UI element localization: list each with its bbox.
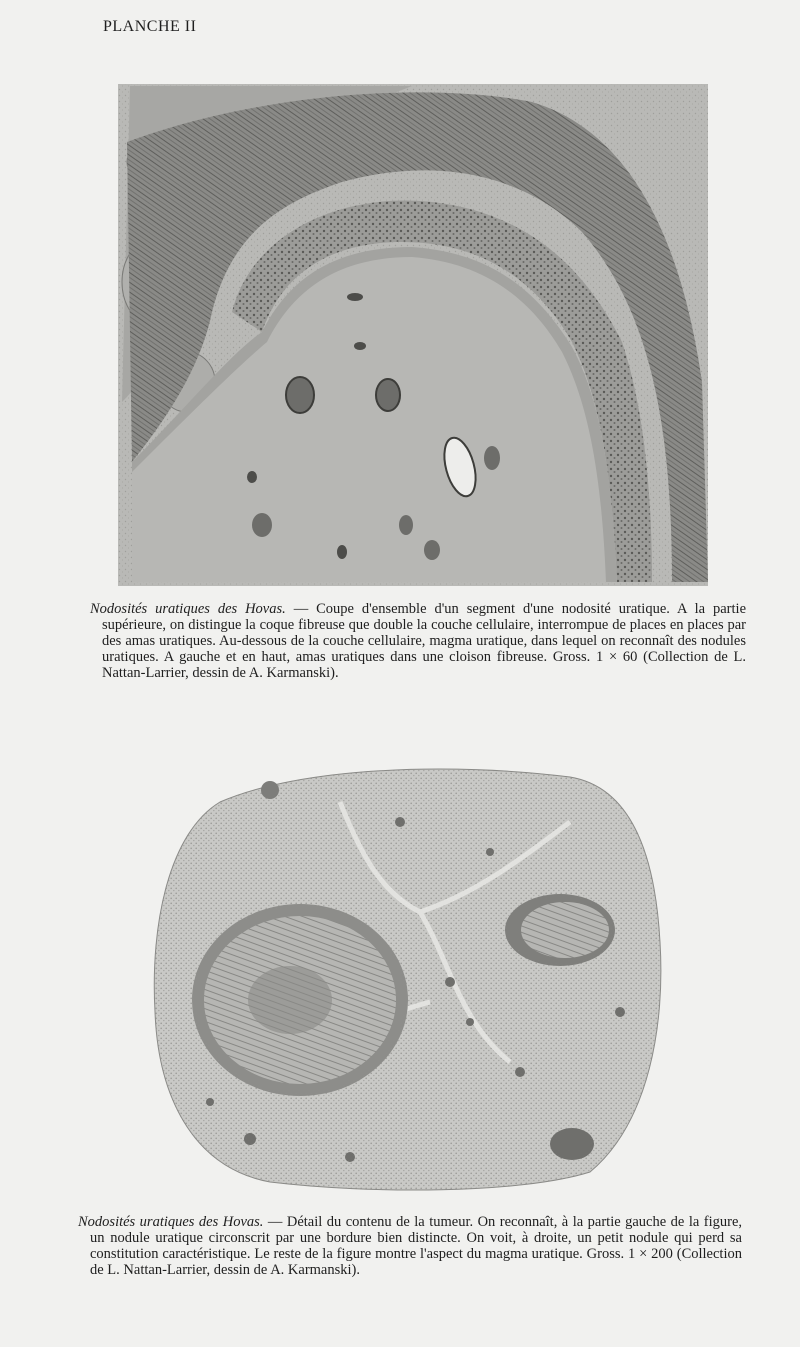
caption-body: — Coupe d'ensemble d'un segment d'une nodosité uratique. A la partie supérieure, on distingue la coque fibreuse que double la couche cellulaire, interrompue de places en places par des amas uratiques. Au-dessous de la couche cellulaire, magma uratique, dans lequel on reconnaît des nodules uratiques. A gauche et en haut, amas uratiques dans une cloison fibreuse. Gross. 1 × 60 (Collection de L. Nattan-Larrier, dessin de A. Karmanski). xyxy=(102,601,747,681)
plate-title: PLANCHE II xyxy=(103,18,197,35)
figure-caption-1 xyxy=(90,601,746,681)
histology-figure-detail xyxy=(150,762,670,1194)
histology-figure-section xyxy=(112,82,717,588)
caption-body: — Détail du contenu de la tumeur. On reconnaît, à la partie gauche de la figure, un nodule uratique circonscrit par une bordure bien distincte. On voit, à droite, un petit nodule qui perd sa constitution caractéristique. Le reste de la figure montre l'aspect du magma uratique. Gross. 1 × 200 (Collection de L. Nattan-Larrier, dessin de A. Karmanski). xyxy=(90,1214,742,1278)
caption-lead: Nodosités uratiques des Hovas. xyxy=(78,1214,264,1230)
figure-caption-2 xyxy=(78,1214,742,1278)
caption-lead: Nodosités uratiques des Hovas. xyxy=(90,601,286,617)
